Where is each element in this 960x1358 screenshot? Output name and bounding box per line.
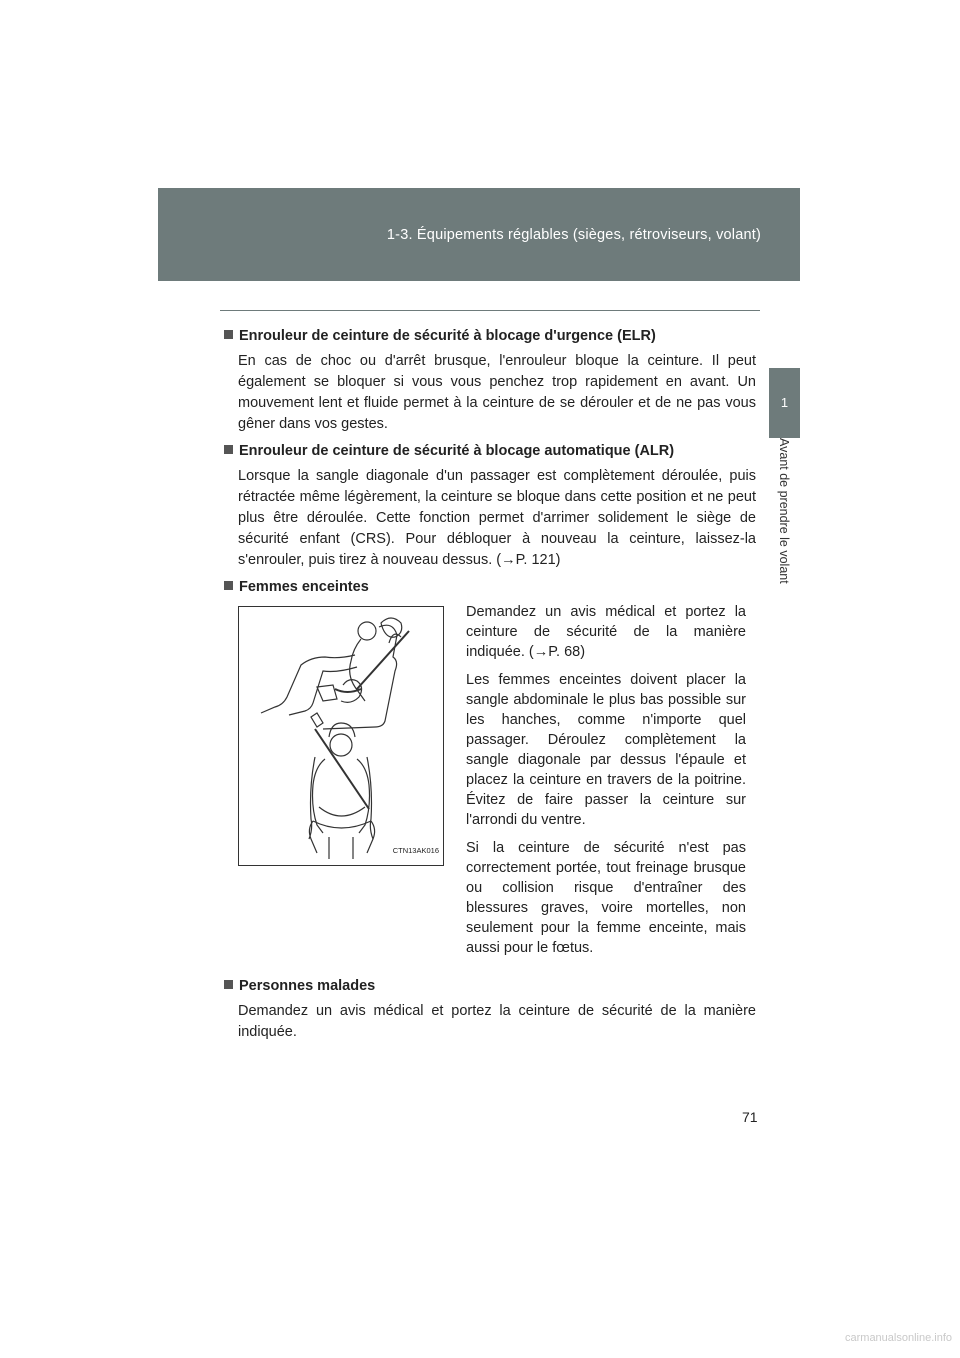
heading-text: Personnes malades [239,978,376,994]
chapter-tab-label: Avant de prendre le volant [777,438,791,584]
section-heading-alr [224,441,756,462]
square-bullet-icon [224,330,233,339]
page-number: 71 [742,1109,758,1125]
square-bullet-icon [224,581,233,590]
section-heading-sick [224,976,756,997]
pregnant-text [466,602,746,966]
section-body-elr: En cas de choc ou d'arrêt brusque, l'enrouleur bloque la ceinture. Il peut également se bloquer si vous vous penchez trop rapidement en avant. Un mouvement lent et fluide permet à la ceinture de se dérouler et de ne pas vous gêner dans vos gestes. [238,353,756,432]
square-bullet-icon [224,445,233,454]
section-body-sick: Demandez un avis médical et portez la ceinture de sécurité de la manière indiquée. [238,1003,756,1040]
square-bullet-icon [224,980,233,989]
section-body-alr: Lorsque la sangle diagonale d'un passager est complètement déroulée, puis rétractée même légèrement, la ceinture se bloque dans cette position et ne peut plus être déroulée. Cette fonction permet d'arrimer solidement le siège de sécurité enfant (CRS). Pour débloquer à nouveau la ceinture, laissez-la s'enrouler, puis tirez à nouveau dessus. (→P. 121) [238,468,756,568]
section-heading-pregnant [224,577,756,598]
watermark: carmanualsonline.info [845,1332,953,1344]
heading-text: Enrouleur de ceinture de sécurité à blocage d'urgence (ELR) [239,328,656,344]
heading-text: Femmes enceintes [239,579,369,595]
header-band [158,188,799,281]
chapter-tab-label-box [769,438,800,628]
heading-text: Enrouleur de ceinture de sécurité à blocage automatique (ALR) [239,443,675,459]
seatbelt-illustration [238,606,444,866]
divider [220,310,760,311]
page-content [224,322,756,1049]
chapter-tab-number: 1 [769,368,800,438]
pregnant-para-2: Les femmes enceintes doivent placer la sangle abdominale le plus bas possible sur les hanches, comme n'importe quel passager. Déroulez complètement la sangle diagonale par dessus l'épaule et placez la ceinture en travers de la poitrine. Évitez de faire passer la ceinture sur l'arrondi du ventre. [466,672,746,828]
pregnant-figure-row [224,602,756,972]
pregnant-para-1: Demandez un avis médical et portez la ceinture de sécurité de la manière indiquée. (→P. 68) [466,604,746,660]
section-title: 1-3. Équipements réglables (sièges, rétroviseurs, volant) [386,227,761,243]
pregnant-para-3: Si la ceinture de sécurité n'est pas correctement portée, tout freinage brusque ou collision risque d'entraîner des blessures graves, voire mortelles, non seulement pour la femme enceinte, mais aussi pour le fœtus. [466,840,746,956]
section-heading-elr [224,326,756,347]
pregnant-woman-seatbelt-drawing [239,607,443,865]
figure-code: CTN13AK016 [392,846,439,855]
side-tab-top [769,188,800,281]
